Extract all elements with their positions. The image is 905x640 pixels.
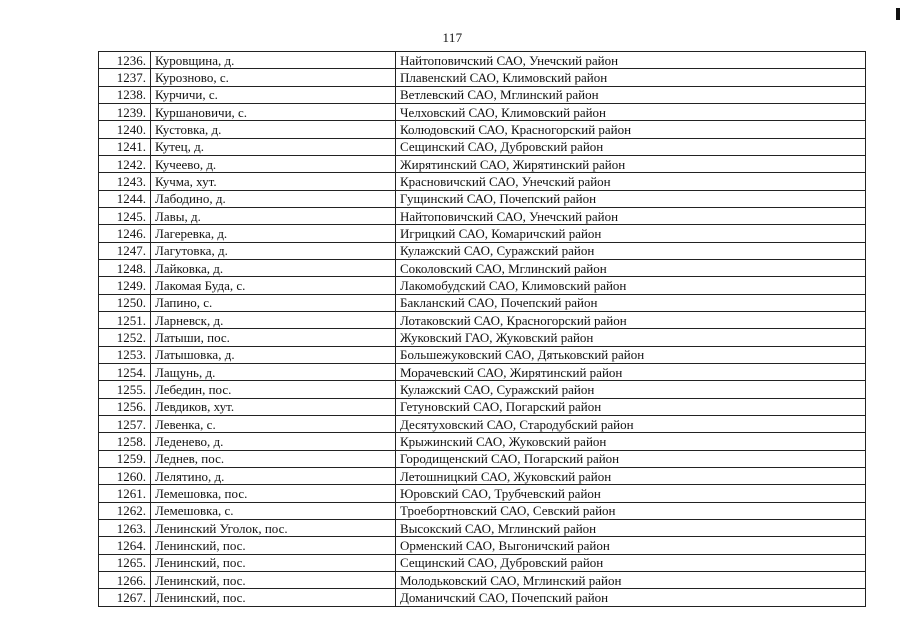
table-row	[99, 589, 866, 606]
table-row	[99, 207, 866, 224]
table-row	[99, 225, 866, 242]
settlement-name: Кучма, хут.	[151, 173, 396, 190]
row-number: 1246.	[99, 225, 151, 242]
row-number: 1259.	[99, 450, 151, 467]
row-number: 1254.	[99, 363, 151, 380]
administrative-area: Троебортновский САО, Севский район	[396, 502, 866, 519]
settlement-name: Ленинский, пос.	[151, 589, 396, 606]
administrative-area: Доманичский САО, Почепский район	[396, 589, 866, 606]
table-row	[99, 519, 866, 536]
row-number: 1260.	[99, 467, 151, 484]
settlements-table-body	[99, 52, 866, 607]
row-number: 1255.	[99, 381, 151, 398]
administrative-area: Сещинский САО, Дубровский район	[396, 554, 866, 571]
administrative-area: Большежуковский САО, Дятьковский район	[396, 346, 866, 363]
row-number: 1262.	[99, 502, 151, 519]
administrative-area: Игрицкий САО, Комаричский район	[396, 225, 866, 242]
table-row	[99, 190, 866, 207]
row-number: 1241.	[99, 138, 151, 155]
settlement-name: Лащунь, д.	[151, 363, 396, 380]
settlement-name: Латышовка, д.	[151, 346, 396, 363]
administrative-area: Гущинский САО, Почепский район	[396, 190, 866, 207]
table-row	[99, 138, 866, 155]
settlement-name: Лебедин, пос.	[151, 381, 396, 398]
table-row	[99, 52, 866, 69]
administrative-area: Соколовский САО, Мглинский район	[396, 259, 866, 276]
table-row	[99, 121, 866, 138]
administrative-area: Кулажский САО, Суражский район	[396, 242, 866, 259]
administrative-area: Сещинский САО, Дубровский район	[396, 138, 866, 155]
table-row	[99, 86, 866, 103]
table-row	[99, 502, 866, 519]
settlement-name: Лавы, д.	[151, 207, 396, 224]
administrative-area: Орменский САО, Выгоничский район	[396, 537, 866, 554]
row-number: 1242.	[99, 155, 151, 172]
settlement-name: Лагутовка, д.	[151, 242, 396, 259]
row-number: 1250.	[99, 294, 151, 311]
settlement-name: Ларневск, д.	[151, 311, 396, 328]
settlement-name: Лабодино, д.	[151, 190, 396, 207]
administrative-area: Найтоповичский САО, Унечский район	[396, 207, 866, 224]
row-number: 1266.	[99, 571, 151, 588]
settlement-name: Леденево, д.	[151, 433, 396, 450]
settlement-name: Кустовка, д.	[151, 121, 396, 138]
settlements-table	[98, 51, 866, 607]
administrative-area: Кулажский САО, Суражский район	[396, 381, 866, 398]
administrative-area: Лакомобудский САО, Климовский район	[396, 277, 866, 294]
administrative-area: Бакланский САО, Почепский район	[396, 294, 866, 311]
administrative-area: Лотаковский САО, Красногорский район	[396, 311, 866, 328]
table-row	[99, 173, 866, 190]
administrative-area: Крыжинский САО, Жуковский район	[396, 433, 866, 450]
settlement-name: Кучеево, д.	[151, 155, 396, 172]
row-number: 1238.	[99, 86, 151, 103]
table-row	[99, 571, 866, 588]
row-number: 1263.	[99, 519, 151, 536]
settlement-name: Куровщина, д.	[151, 52, 396, 69]
administrative-area: Летошницкий САО, Жуковский район	[396, 467, 866, 484]
administrative-area: Морачевский САО, Жирятинский район	[396, 363, 866, 380]
table-row	[99, 103, 866, 120]
administrative-area: Городищенский САО, Погарский район	[396, 450, 866, 467]
scan-edge-mark	[896, 8, 900, 20]
table-row	[99, 537, 866, 554]
administrative-area: Колюдовский САО, Красногорский район	[396, 121, 866, 138]
administrative-area: Гетуновский САО, Погарский район	[396, 398, 866, 415]
settlement-name: Ленинский, пос.	[151, 571, 396, 588]
row-number: 1256.	[99, 398, 151, 415]
settlement-name: Лемешовка, с.	[151, 502, 396, 519]
row-number: 1243.	[99, 173, 151, 190]
row-number: 1248.	[99, 259, 151, 276]
table-row	[99, 277, 866, 294]
administrative-area: Плавенский САО, Климовский район	[396, 69, 866, 86]
settlement-name: Лапино, с.	[151, 294, 396, 311]
row-number: 1264.	[99, 537, 151, 554]
settlement-name: Кутец, д.	[151, 138, 396, 155]
table-row	[99, 433, 866, 450]
administrative-area: Ветлевский САО, Мглинский район	[396, 86, 866, 103]
row-number: 1252.	[99, 329, 151, 346]
row-number: 1237.	[99, 69, 151, 86]
settlement-name: Лелятино, д.	[151, 467, 396, 484]
table-row	[99, 242, 866, 259]
table-row	[99, 450, 866, 467]
table-row	[99, 294, 866, 311]
administrative-area: Молодьковский САО, Мглинский район	[396, 571, 866, 588]
row-number: 1261.	[99, 485, 151, 502]
row-number: 1267.	[99, 589, 151, 606]
row-number: 1249.	[99, 277, 151, 294]
table-row	[99, 346, 866, 363]
settlement-name: Леднев, пос.	[151, 450, 396, 467]
administrative-area: Жирятинский САО, Жирятинский район	[396, 155, 866, 172]
table-row	[99, 415, 866, 432]
table-row	[99, 329, 866, 346]
settlement-name: Ленинский, пос.	[151, 537, 396, 554]
row-number: 1240.	[99, 121, 151, 138]
settlement-name: Ленинский Уголок, пос.	[151, 519, 396, 536]
settlement-name: Левенка, с.	[151, 415, 396, 432]
table-row	[99, 398, 866, 415]
row-number: 1247.	[99, 242, 151, 259]
settlement-name: Лакомая Буда, с.	[151, 277, 396, 294]
table-row	[99, 155, 866, 172]
row-number: 1245.	[99, 207, 151, 224]
administrative-area: Чeлховский САО, Климовский район	[396, 103, 866, 120]
row-number: 1239.	[99, 103, 151, 120]
settlement-name: Левдиков, хут.	[151, 398, 396, 415]
settlement-name: Лайковка, д.	[151, 259, 396, 276]
settlement-name: Латыши, пос.	[151, 329, 396, 346]
row-number: 1258.	[99, 433, 151, 450]
table-row	[99, 467, 866, 484]
table-row	[99, 485, 866, 502]
row-number: 1236.	[99, 52, 151, 69]
page-number: 117	[442, 30, 463, 45]
row-number: 1251.	[99, 311, 151, 328]
table-row	[99, 554, 866, 571]
table-row	[99, 259, 866, 276]
settlement-name: Курозново, с.	[151, 69, 396, 86]
administrative-area: Жуковский ГАО, Жуковский район	[396, 329, 866, 346]
administrative-area: Найтоповичский САО, Унечский район	[396, 52, 866, 69]
administrative-area: Высокский САО, Мглинский район	[396, 519, 866, 536]
settlement-name: Лагеревка, д.	[151, 225, 396, 242]
settlement-name: Ленинский, пос.	[151, 554, 396, 571]
administrative-area: Десятуховский САО, Стародубский район	[396, 415, 866, 432]
row-number: 1244.	[99, 190, 151, 207]
table-row	[99, 311, 866, 328]
table-row	[99, 363, 866, 380]
row-number: 1257.	[99, 415, 151, 432]
settlement-name: Лемешовка, пос.	[151, 485, 396, 502]
table-row	[99, 381, 866, 398]
administrative-area: Юровский САО, Трубчевский район	[396, 485, 866, 502]
settlement-name: Курчичи, с.	[151, 86, 396, 103]
administrative-area: Красновичский САО, Унечский район	[396, 173, 866, 190]
settlement-name: Куршановичи, с.	[151, 103, 396, 120]
row-number: 1265.	[99, 554, 151, 571]
table-row	[99, 69, 866, 86]
row-number: 1253.	[99, 346, 151, 363]
